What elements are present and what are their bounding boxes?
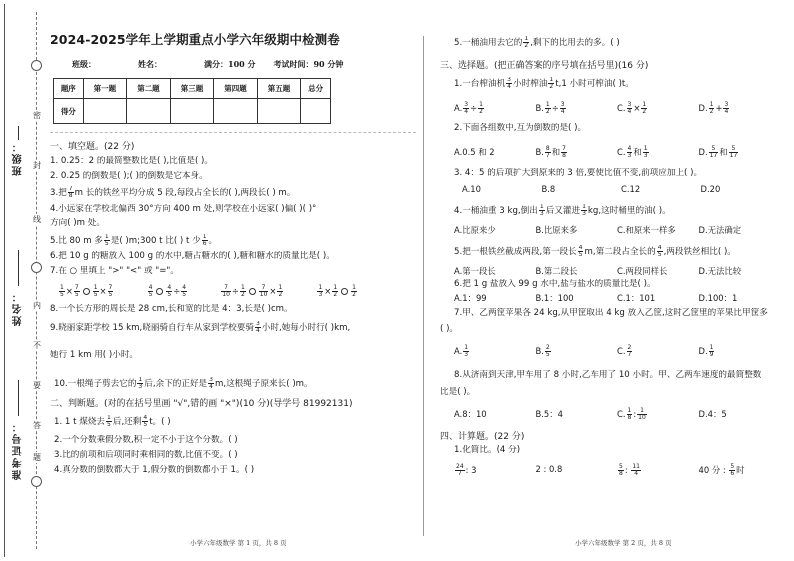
question: 4.小远家在学校北偏西 30°方向 400 m 处,则学校在小远家( )偏( )( )° xyxy=(50,204,317,214)
question: 1. 1 t 煤烧去 $\frac{1}{5}$ 后,还剩 $\frac{4}{5}$ t。( ) xyxy=(54,415,171,428)
calc-item: $\frac{5}{8}$ : $\frac{11}{4}$ xyxy=(619,463,640,477)
seal-line xyxy=(36,12,37,549)
page-footer: 小学六年级数学 第 1 页，共 8 页 xyxy=(190,539,287,547)
section-true-false: 二、判断题。(对的在括号里画 "√",错的画 "×")(10 分)(导学号 81992131) xyxy=(50,399,353,409)
option[interactable]: D.无法比较 xyxy=(698,266,742,276)
option[interactable]: B.1：100 xyxy=(535,293,574,303)
score-cell[interactable] xyxy=(83,99,127,124)
fraction: $\frac{3}{4}$ xyxy=(507,77,511,90)
fraction: $\frac{1}{6}$ xyxy=(202,234,207,247)
option[interactable]: A.比原来少 xyxy=(454,225,496,235)
score-cell[interactable] xyxy=(127,99,171,124)
question: 9.晓丽家距学校 15 km,晓丽骑自行车从家到学校要骑 $\frac{3}{4}$ 小时,她每小时行( )km, xyxy=(50,321,351,334)
column-divider xyxy=(423,36,424,536)
exam-no-blank[interactable] xyxy=(6,380,30,416)
question: 4.一桶油重 3 kg,倒出 $\frac{1}{3}$ 后又灌进 $\frac{1}{3}$ kg,这时桶里的油( )。 xyxy=(454,204,671,217)
page-title: 2024-2025学年上学期重点小学六年级期中检测卷 xyxy=(50,32,340,47)
options-row xyxy=(440,102,780,115)
option[interactable]: C.1：101 xyxy=(617,293,656,303)
seal-word: 要 xyxy=(33,381,41,390)
question: 3.把 $\frac{7}{8}$ m 长的铁丝平均分成 5 段,每段占全长的( ),两段长( ) m。 xyxy=(50,186,296,199)
score-header-row xyxy=(54,79,331,99)
option[interactable]: D. $\frac{5}{17}$ 和 $\frac{5}{17}$ xyxy=(698,145,738,159)
question: 比是( )。 xyxy=(440,387,476,397)
options-row xyxy=(440,224,780,236)
question: 6.把 10 g 的糖放入 100 g 的水中,糖占糖水的( ),糖和糖水的质量比是( )。 xyxy=(50,251,335,261)
option[interactable]: C.两段同样长 xyxy=(617,266,668,276)
exam-time: 考试时间：90 分钟 xyxy=(273,59,344,69)
question: 2. 0.25 的倒数是( );( )的倒数是它本身。 xyxy=(50,171,208,181)
option[interactable]: B.第二段长 xyxy=(535,266,578,276)
score-cell[interactable] xyxy=(301,99,331,124)
header-cell: 第三题 xyxy=(170,79,214,99)
option[interactable]: D.100：1 xyxy=(698,293,738,303)
name-label: 姓名： xyxy=(138,59,162,69)
fraction: $\frac{1}{5}$ xyxy=(107,415,111,428)
question: 5.比 80 m 多 $\frac{1}{5}$ 是( )m;300 t 比( ) t 少 $\frac{1}{6}$ 。 xyxy=(50,234,218,247)
option[interactable]: A.第一段长 xyxy=(454,266,496,276)
calc-item: 40 分 : $\frac{5}{6}$ 时 xyxy=(698,463,745,477)
divider-line xyxy=(50,132,416,133)
score-cell[interactable] xyxy=(257,99,301,124)
class-label: 班级： xyxy=(12,140,24,176)
option[interactable]: A.1：99 xyxy=(454,293,487,303)
question: 2.一个分数乘假分数,积一定不小于这个分数。( ) xyxy=(54,435,238,445)
fraction: $\frac{4}{5}$ xyxy=(578,245,583,258)
option[interactable]: C. $\frac{2}{7}$ xyxy=(617,344,632,358)
question: ( )。 xyxy=(440,324,459,334)
question: 6.把 1 g 盐放入 99 g 水中,盐与盐水的质量比是( )。 xyxy=(454,279,656,289)
seal-word: 题 xyxy=(33,453,41,462)
option[interactable]: B. $\frac{8}{7}$ 和 $\frac{7}{8}$ xyxy=(535,145,566,159)
answer-circle[interactable] xyxy=(341,288,348,295)
question: 3. 4：5 的后项扩大到原来的 3 倍,要使比值不变,前项应加上( )。 xyxy=(454,168,703,178)
fraction: $\frac{1}{3}$ xyxy=(539,204,544,217)
seal-word: 不 xyxy=(33,341,41,350)
question: 4.真分数的倒数都大于 1,假分数的倒数都小于 1。( ) xyxy=(54,465,255,475)
left-column xyxy=(50,30,416,476)
calc-item: $\frac{24}{7}$ : 3 xyxy=(456,463,477,477)
fraction: $\frac{3}{4}$ xyxy=(255,321,260,334)
options-row xyxy=(440,345,780,358)
fraction: $\frac{1}{2}$ xyxy=(524,36,529,49)
fraction: $\frac{1}{3}$ xyxy=(138,377,143,390)
score-row-label: 得分 xyxy=(54,99,84,124)
question: 3.比的前项和后项同时乘相同的数,比值不变。( ) xyxy=(54,450,238,460)
option[interactable]: C. $\frac{3}{4}$ × $\frac{1}{2}$ xyxy=(617,101,647,115)
compare-item: $\frac{4}{5}$ $\frac{4}{5}$ ÷ $\frac{4}{5}$ xyxy=(148,284,187,298)
question: 5.一桶油用去它的 $\frac{1}{2}$ ,剩下的比用去的多。( ) xyxy=(454,36,620,49)
header-cell: 第二题 xyxy=(127,79,171,99)
answer-circle[interactable] xyxy=(83,288,90,295)
fraction: $\frac{4}{5}$ xyxy=(143,415,148,428)
question: 2.下面各组数中,互为倒数的是( )。 xyxy=(454,123,587,133)
option[interactable]: A. $\frac{1}{3}$ xyxy=(454,344,469,358)
compare-item: $\frac{1}{3}$ × $\frac{1}{2}$ $\frac{1}{2}$ xyxy=(318,284,356,298)
question: 1.化简比。(4 分) xyxy=(454,445,521,455)
compare-row xyxy=(58,285,358,298)
binding-hole xyxy=(31,262,42,273)
fraction: $\frac{3}{4}$ xyxy=(209,377,213,390)
seal-word: 线 xyxy=(33,215,41,224)
question: 她行 1 km 用( )小时。 xyxy=(50,350,139,360)
question: 5.把一根铁丝截成两段,第一段长 $\frac{4}{5}$ m,第二段占全长的 $\frac{4}{5}$ ,两段铁丝相比( )。 xyxy=(454,245,736,258)
score-row xyxy=(54,99,331,124)
fraction: $\frac{7}{8}$ xyxy=(68,186,73,199)
seal-word: 内 xyxy=(33,301,41,310)
section-fill-blank: 一、填空题。(22 分) xyxy=(50,142,135,152)
header-cell: 总分 xyxy=(301,79,331,99)
options-row xyxy=(440,146,780,159)
binding-margin xyxy=(0,0,46,561)
option[interactable]: D. $\frac{1}{2}$ + $\frac{3}{4}$ xyxy=(698,101,729,115)
name-blank[interactable] xyxy=(6,250,30,286)
option[interactable]: B.比原来多 xyxy=(535,225,578,235)
option[interactable]: A.8：10 xyxy=(454,409,487,419)
option[interactable]: D.无法确定 xyxy=(698,225,742,235)
question: 7.甲、乙两筐苹果各 24 kg,从甲筐取出 4 kg 放入乙筐,这时乙筐里的苹果比甲筐多 xyxy=(454,308,768,318)
fraction: $\frac{1}{2}$ xyxy=(549,77,554,90)
binding-hole xyxy=(31,476,42,487)
fraction: $\frac{1}{3}$ xyxy=(582,204,586,217)
class-field[interactable] xyxy=(6,140,30,180)
answer-circle[interactable] xyxy=(156,288,163,295)
question: 1.一台榨油机 $\frac{3}{4}$ 小时榨油 $\frac{1}{2}$ t,1 小时可榨油( )t。 xyxy=(454,77,634,90)
seal-word: 密 xyxy=(33,111,41,120)
option[interactable]: A.10 xyxy=(462,184,481,194)
border-line xyxy=(4,4,5,557)
header-cell: 题序 xyxy=(54,79,84,99)
question: 8.从济南到天津,甲车用了 8 小时,乙车用了 10 小时。甲、乙两车速度的最简整数 xyxy=(454,370,762,380)
option[interactable]: C.12 xyxy=(621,184,641,194)
options-row xyxy=(440,184,780,194)
fraction: $\frac{1}{5}$ xyxy=(104,234,109,247)
option[interactable]: B.8 xyxy=(541,184,556,194)
question: 方向( )m 处。 xyxy=(50,218,105,228)
full-score: 满分：100 分 xyxy=(204,59,256,69)
exam-no-field[interactable] xyxy=(6,420,30,480)
answer-circle[interactable] xyxy=(249,288,256,295)
calc-item: 2 : 0.8 xyxy=(535,464,563,474)
option[interactable]: B.5：4 xyxy=(535,409,563,419)
option[interactable]: D.20 xyxy=(700,184,721,194)
option[interactable]: D. $\frac{1}{9}$ xyxy=(698,344,714,358)
section-choice: 三、选择题。(把正确答案的序号填在括号里)(16 分) xyxy=(440,61,649,71)
options-row xyxy=(440,292,780,304)
header-cell: 第五题 xyxy=(257,79,301,99)
option[interactable]: A. $\frac{3}{4}$ ÷ $\frac{1}{2}$ xyxy=(454,101,483,115)
seal-word: 答 xyxy=(33,421,41,430)
fraction: $\frac{4}{5}$ xyxy=(657,245,662,258)
option[interactable]: B. $\frac{1}{2}$ ÷ $\frac{3}{4}$ xyxy=(535,101,565,115)
name-label: 姓名： xyxy=(12,290,24,326)
options-row xyxy=(440,408,780,421)
score-cell[interactable] xyxy=(214,99,258,124)
options-row xyxy=(440,265,780,277)
class-blank[interactable] xyxy=(6,126,30,140)
option[interactable]: B. $\frac{2}{5}$ xyxy=(535,344,550,358)
score-cell[interactable] xyxy=(170,99,214,124)
exam-no-label: 准考证号： xyxy=(12,420,24,480)
header-cell: 第四题 xyxy=(214,79,258,99)
score-table xyxy=(53,78,331,124)
option[interactable]: C. $\frac{4}{3}$ 和 $\frac{1}{3}$ xyxy=(617,145,648,159)
question: 1. 0.25：2 的最简整数比是( ),比值是( )。 xyxy=(50,156,213,166)
exam-info xyxy=(50,59,416,70)
option[interactable]: C.和原来一样多 xyxy=(617,225,676,235)
compare-item: $\frac{1}{5}$ × $\frac{7}{5}$ $\frac{1}{5}$ × $\frac{7}{5}$ xyxy=(60,284,113,298)
calc-row xyxy=(440,464,780,477)
page-footer: 小学六年级数学 第 2 页，共 8 页 xyxy=(575,539,672,547)
seal-word: 封 xyxy=(33,161,41,170)
right-column xyxy=(440,36,780,477)
option[interactable]: D.4：5 xyxy=(698,409,727,419)
name-field[interactable] xyxy=(6,290,30,326)
question: 10.一根绳子剪去它的 $\frac{1}{3}$ 后,余下的正好是 $\frac{3}{4}$ m,这根绳子原来长( )m。 xyxy=(54,377,313,390)
binding-hole xyxy=(31,60,42,71)
option[interactable]: C. $\frac{1}{8}$ : $\frac{1}{10}$ xyxy=(617,407,646,421)
header-cell: 第一题 xyxy=(83,79,127,99)
question: 7.在 ○ 里填上 ">" "<" 或 "="。 xyxy=(50,266,179,276)
compare-item: $\frac{7}{10}$ ÷ $\frac{1}{2}$ $\frac{7}{10}$ × $\frac{1}{2}$ xyxy=(222,284,283,298)
question: 8.一个长方形的周长是 28 cm,长和宽的比是 4：3,长是( )cm。 xyxy=(50,304,293,314)
option[interactable]: A.0.5 和 2 xyxy=(454,147,495,157)
section-calculation: 四、计算题。(22 分) xyxy=(440,432,525,442)
class-label: 班级： xyxy=(72,59,96,69)
